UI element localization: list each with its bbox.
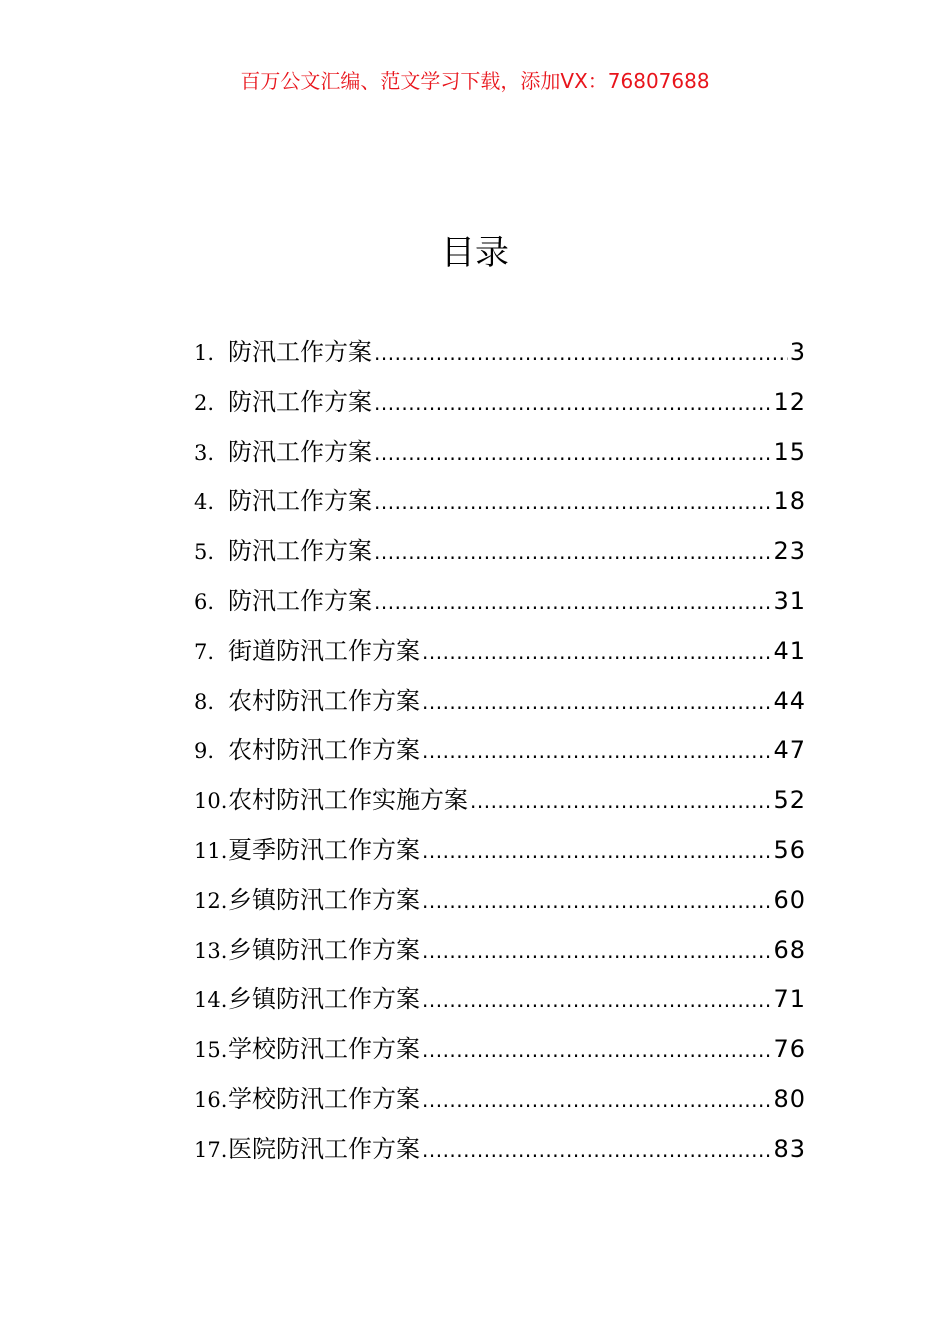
- toc-entry-page: 18: [773, 487, 806, 516]
- toc-entry-10[interactable]: [194, 776, 806, 826]
- toc-entry-page: 56: [773, 835, 806, 864]
- toc-entry-title: 农村防汛工作方案: [228, 736, 420, 765]
- toc-entry-page: 68: [773, 935, 806, 964]
- toc-dot-leader: [422, 877, 771, 926]
- toc-dot-leader: [374, 429, 771, 478]
- toc-entry-title: 防汛工作方案: [228, 338, 372, 366]
- toc-entry-number: 10.: [194, 789, 228, 814]
- toc-dot-leader: [422, 976, 771, 1025]
- toc-entry-title: 乡镇防汛工作方案: [228, 935, 420, 964]
- toc-entry-5[interactable]: [194, 527, 806, 577]
- toc-entry-page: 31: [773, 586, 806, 615]
- toc-entry-number: 7.: [194, 639, 215, 664]
- toc-entry-number: 8.: [194, 689, 215, 714]
- toc-entry-number: 16.: [194, 1087, 228, 1112]
- toc-entry-page: 52: [773, 786, 806, 815]
- toc-entry-title: 防汛工作方案: [228, 487, 372, 516]
- toc-dot-leader: [374, 379, 771, 428]
- toc-entry-12[interactable]: [194, 876, 806, 926]
- toc-entry-page: 71: [773, 985, 806, 1014]
- toc-entry-page: 60: [773, 885, 806, 914]
- toc-dot-leader: [374, 578, 771, 627]
- toc-entry-page: 44: [773, 686, 806, 715]
- toc-entry-number: 5.: [194, 540, 215, 565]
- toc-entry-6[interactable]: [194, 577, 806, 627]
- toc-dot-leader: [374, 528, 771, 577]
- toc-entry-13[interactable]: [194, 926, 806, 976]
- toc-entry-9[interactable]: [194, 726, 806, 776]
- toc-entry-page: 12: [773, 387, 806, 416]
- toc-dot-leader: [422, 1076, 771, 1125]
- header-watermark-note: 百万公文汇编、范文学习下载，添加VX：76807688: [240, 69, 710, 93]
- toc-entry-number: 3.: [194, 440, 215, 465]
- toc-entry-title: 防汛工作方案: [228, 387, 372, 416]
- toc-dot-leader: [470, 777, 771, 826]
- toc-entry-page: 41: [773, 636, 806, 665]
- toc-entry-title: 乡镇防汛工作方案: [228, 985, 420, 1014]
- page-title: 目录: [441, 233, 509, 273]
- toc-entry-title: 农村防汛工作方案: [228, 686, 420, 715]
- toc-entry-title: 防汛工作方案: [228, 537, 372, 566]
- toc-entry-number: 13.: [194, 938, 228, 963]
- toc-dot-leader: [422, 827, 771, 876]
- toc-dot-leader: [422, 628, 771, 677]
- table-of-contents: [194, 328, 806, 1175]
- toc-entry-7[interactable]: [194, 627, 806, 677]
- toc-entry-page: 80: [773, 1084, 806, 1113]
- toc-entry-number: 12.: [194, 888, 228, 913]
- toc-entry-number: 4.: [194, 490, 215, 515]
- toc-dot-leader: [374, 478, 771, 527]
- toc-entry-number: 15.: [194, 1038, 228, 1063]
- toc-entry-15[interactable]: [194, 1025, 806, 1075]
- toc-entry-title: 农村防汛工作实施方案: [228, 786, 468, 815]
- toc-entry-page: 76: [773, 1035, 806, 1064]
- toc-entry-title: 学校防汛工作方案: [228, 1035, 420, 1064]
- toc-entry-2[interactable]: [194, 378, 806, 428]
- toc-entry-page: 15: [773, 437, 806, 466]
- toc-entry-4[interactable]: [194, 477, 806, 527]
- toc-entry-title: 夏季防汛工作方案: [228, 835, 420, 864]
- toc-dot-leader: [422, 1126, 771, 1175]
- toc-entry-11[interactable]: [194, 826, 806, 876]
- toc-entry-title: 防汛工作方案: [228, 437, 372, 466]
- toc-dot-leader: [422, 1026, 771, 1075]
- toc-entry-16[interactable]: [194, 1075, 806, 1125]
- toc-entry-3[interactable]: [194, 428, 806, 478]
- toc-entry-8[interactable]: [194, 677, 806, 727]
- toc-entry-page: 3: [789, 338, 806, 366]
- toc-entry-page: 47: [773, 736, 806, 765]
- toc-entry-number: 6.: [194, 589, 215, 614]
- toc-entry-title: 医院防汛工作方案: [228, 1134, 420, 1163]
- toc-entry-page: 83: [773, 1134, 806, 1163]
- toc-dot-leader: [422, 678, 771, 727]
- toc-entry-number: 1.: [194, 341, 215, 365]
- toc-dot-leader: [374, 329, 788, 378]
- toc-dot-leader: [422, 927, 771, 976]
- toc-entry-number: 2.: [194, 390, 215, 415]
- toc-entry-1[interactable]: [194, 328, 806, 378]
- toc-dot-leader: [422, 727, 771, 776]
- toc-entry-page: 23: [773, 537, 806, 566]
- toc-entry-title: 学校防汛工作方案: [228, 1084, 420, 1113]
- toc-entry-number: 17.: [194, 1137, 228, 1162]
- toc-entry-17[interactable]: [194, 1125, 806, 1175]
- toc-entry-number: 9.: [194, 739, 215, 764]
- toc-entry-number: 11.: [194, 838, 228, 863]
- toc-entry-title: 乡镇防汛工作方案: [228, 885, 420, 914]
- toc-entry-14[interactable]: [194, 975, 806, 1025]
- toc-entry-title: 防汛工作方案: [228, 586, 372, 615]
- toc-entry-number: 14.: [194, 988, 228, 1013]
- toc-entry-title: 街道防汛工作方案: [228, 636, 420, 665]
